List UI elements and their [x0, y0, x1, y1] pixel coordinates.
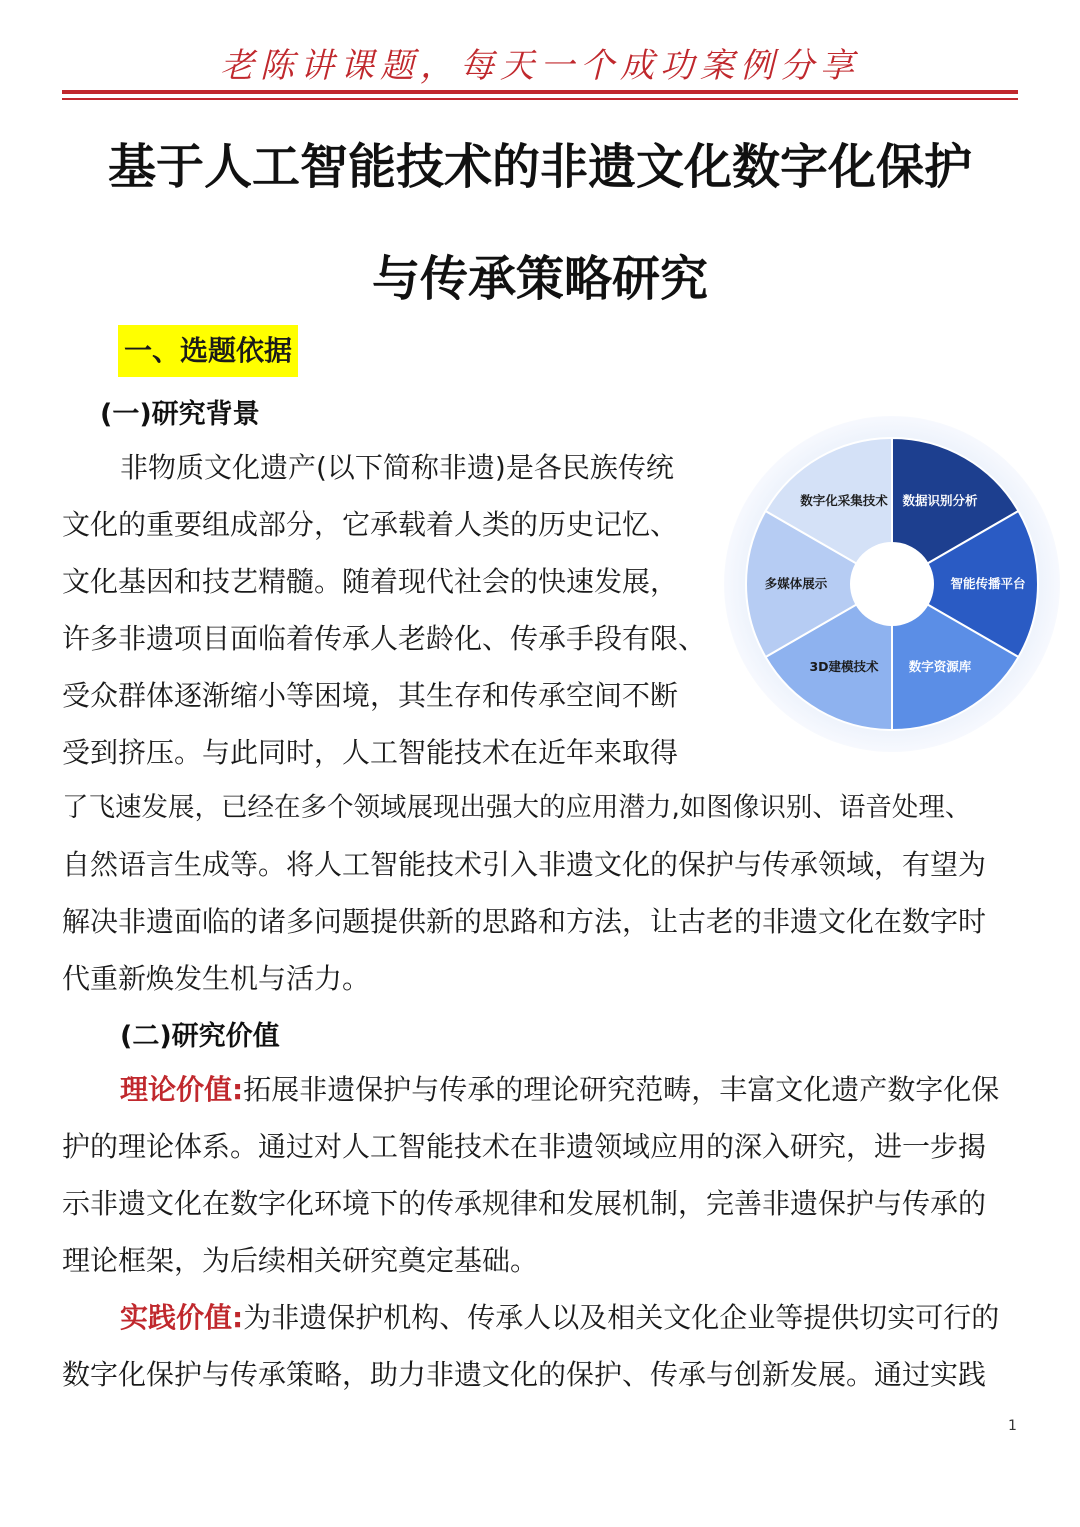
paragraph-line: 示非遗文化在数字化环境下的传承规律和发展机制，完善非遗保护与传承的: [62, 1187, 987, 1220]
pie-slice-label: 数据识别分析: [902, 492, 978, 508]
subsection-value-heading: (二)研究价值: [120, 1021, 280, 1052]
pie-slice-label: 数字资源库: [908, 659, 972, 675]
paragraph-line: 自然语言生成等。将人工智能技术引入非遗文化的保护与传承领域，有望为: [62, 848, 987, 881]
paragraph-line: 解决非遗面临的诸多问题提供新的思路和方法，让古老的非遗文化在数字时: [62, 905, 987, 938]
paragraph-line: 非物质文化遗产(以下简称非遗)是各民族传统: [120, 451, 674, 484]
pie-slice-label: 多媒体展示: [764, 576, 828, 591]
header-rule-thick: [62, 90, 1018, 94]
doc-title-line2: 与传承策略研究: [371, 251, 708, 307]
paragraph-line: 了飞速发展，已经在多个领域展现出强大的应用潜力,如图像识别、语音处理、: [62, 792, 972, 823]
theory-value-line: [120, 1070, 999, 1110]
section-heading: 一、选题依据: [118, 325, 298, 377]
theory-value-label: 理论价值:: [120, 1073, 244, 1106]
header-banner: 老陈讲课题，每天一个成功案例分享: [220, 46, 860, 86]
paragraph-line: 数字化保护与传承策略，助力非遗文化的保护、传承与创新发展。通过实践: [62, 1358, 987, 1391]
pie-slice-label: 智能传播平台: [950, 576, 1026, 591]
practice-value-text: 为非遗保护机构、传承人以及相关文化企业等提供切实可行的: [243, 1301, 1000, 1334]
pie-slice-label: 3D建模技术: [809, 659, 879, 675]
paragraph-line: 理论框架，为后续相关研究奠定基础。: [62, 1244, 539, 1277]
paragraph-line: 护的理论体系。通过对人工智能技术在非遗领域应用的深入研究，进一步揭: [62, 1130, 987, 1163]
header-rule-thin: [62, 98, 1018, 100]
pie-slice-label: 数字化采集技术: [800, 492, 888, 508]
paragraph-line: 受众群体逐渐缩小等困境，其生存和传承空间不断: [62, 679, 679, 712]
chart-center-hole: [850, 542, 934, 626]
page-number: 1: [1008, 1418, 1017, 1434]
practice-value-line: [120, 1298, 999, 1338]
subsection-background-heading: (一)研究背景: [100, 399, 260, 430]
practice-value-label: 实践价值:: [120, 1301, 244, 1334]
tech-pie-chart: [722, 414, 1062, 754]
paragraph-line: 文化的重要组成部分，它承载着人类的历史记忆、: [62, 508, 679, 541]
paragraph-line: 受到挤压。与此同时，人工智能技术在近年来取得: [62, 736, 679, 769]
paragraph-line: 许多非遗项目面临着传承人老龄化、传承手段有限、: [62, 622, 707, 655]
paragraph-line: 代重新焕发生机与活力。: [62, 962, 371, 995]
doc-title-line1: 基于人工智能技术的非遗文化数字化保护: [107, 139, 972, 195]
theory-value-text: 拓展非遗保护与传承的理论研究范畴，丰富文化遗产数字化保: [243, 1073, 1000, 1106]
paragraph-line: 文化基因和技艺精髓。随着现代社会的快速发展，: [62, 565, 679, 598]
